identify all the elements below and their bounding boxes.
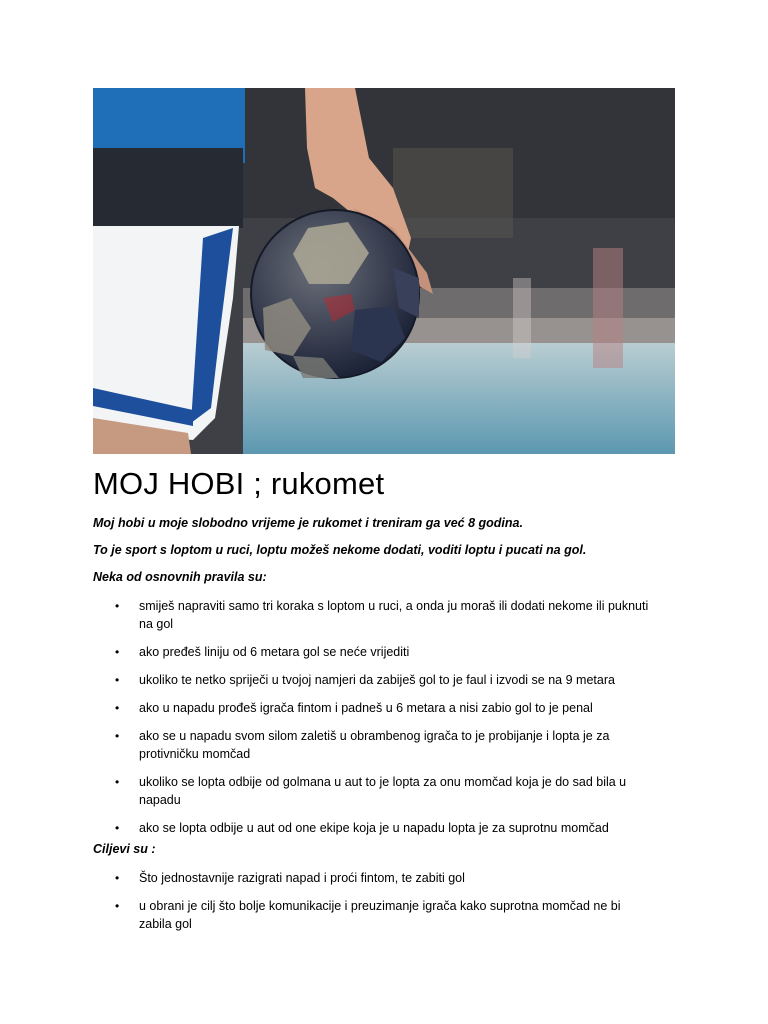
- rules-heading: Neka od osnovnih pravila su:: [93, 570, 267, 584]
- list-item-text: smiješ napraviti samo tri koraka s loptom u ruci, a onda ju moraš ili dodati nekome ili puknuti na gol: [139, 599, 649, 631]
- list-item: [93, 869, 653, 887]
- intro-paragraph: To je sport s loptom u ruci, loptu možeš nekome dodati, voditi loptu i pucati na gol.: [93, 543, 587, 557]
- handball-photo: [93, 88, 675, 454]
- rules-list: [93, 597, 653, 847]
- goals-heading: Ciljevi su :: [93, 842, 156, 856]
- page-title: MOJ HOBI ; rukomet: [93, 466, 385, 501]
- bullet-icon: •: [115, 701, 120, 715]
- list-item: [93, 773, 653, 809]
- bullet-icon: •: [115, 821, 120, 835]
- list-item-text: ako pređeš liniju od 6 metara gol se neće vrijediti: [139, 645, 410, 659]
- list-item-text: ukoliko te netko spriječi u tvojoj namjeri da zabiješ gol to je faul i izvodi se na 9 metara: [139, 673, 615, 687]
- list-item: [93, 643, 653, 661]
- bullet-icon: •: [115, 871, 120, 885]
- intro-paragraph: Moj hobi u moje slobodno vrijeme je rukomet i treniram ga već 8 godina.: [93, 516, 523, 530]
- bullet-icon: •: [115, 599, 120, 613]
- list-item: [93, 699, 653, 717]
- goals-list: [93, 869, 653, 943]
- handball-illustration: [93, 88, 675, 454]
- list-item-text: Što jednostavnije razigrati napad i proći fintom, te zabiti gol: [139, 871, 465, 885]
- bullet-icon: •: [115, 673, 120, 687]
- list-item-text: ako se lopta odbije u aut od one ekipe koja je u napadu lopta je za suprotnu momčad: [139, 821, 609, 835]
- list-item: [93, 671, 653, 689]
- list-item: [93, 597, 653, 633]
- list-item-text: ako u napadu prođeš igrača fintom i padneš u 6 metara a nisi zabio gol to je penal: [139, 701, 593, 715]
- list-item-text: ukoliko se lopta odbije od golmana u aut to je lopta za onu momčad koja je do sad bila u napadu: [139, 775, 627, 807]
- bullet-icon: •: [115, 645, 120, 659]
- bullet-icon: •: [115, 899, 120, 913]
- list-item: [93, 819, 653, 837]
- bullet-icon: •: [115, 775, 120, 789]
- list-item-text: u obrani je cilj što bolje komunikacije i preuzimanje igrača kako suprotna momčad ne bi zabila gol: [139, 899, 621, 931]
- list-item: [93, 897, 653, 933]
- list-item: [93, 727, 653, 763]
- bullet-icon: •: [115, 729, 120, 743]
- list-item-text: ako se u napadu svom silom zaletiš u obrambenog igrača to je probijanje i lopta je za protivničku momčad: [139, 729, 610, 761]
